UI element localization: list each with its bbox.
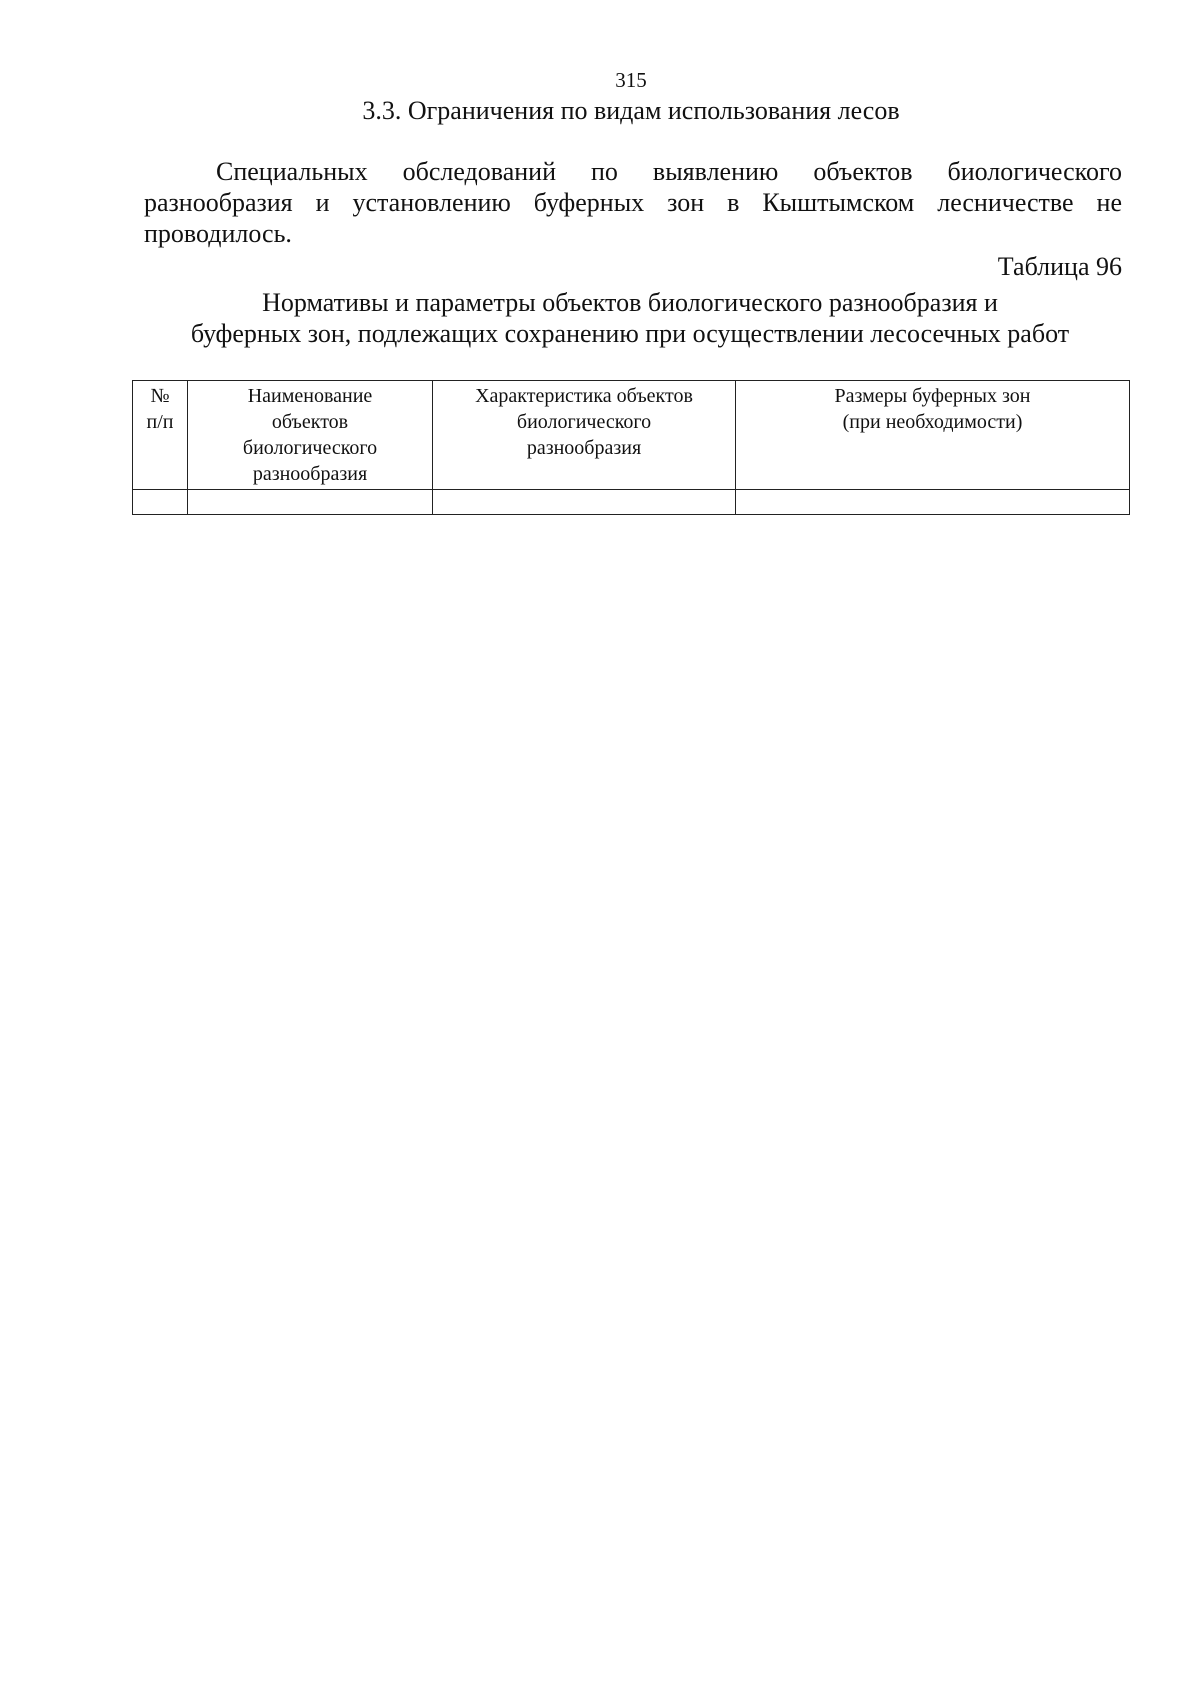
header-cell-characteristic bbox=[433, 381, 736, 490]
section-title: 3.3. Ограничения по видам использования лесов bbox=[362, 96, 900, 125]
table-cell bbox=[133, 490, 188, 515]
header-line: № bbox=[150, 385, 170, 407]
table-title-line: буферных зон, подлежащих сохранению при осуществлении лесосечных работ bbox=[190, 319, 1070, 348]
table-title bbox=[130, 287, 1130, 349]
header-line: разнообразия bbox=[526, 437, 642, 459]
header-cell-name bbox=[188, 381, 433, 490]
table-header-row bbox=[133, 381, 1130, 490]
header-line: п/п bbox=[146, 411, 174, 433]
header-line: биологического bbox=[516, 411, 652, 433]
header-line: разнообразия bbox=[252, 463, 368, 485]
table-cell bbox=[433, 490, 736, 515]
page-number: 315 bbox=[615, 68, 647, 92]
biodiversity-table bbox=[132, 380, 1130, 515]
header-line: биологического bbox=[242, 437, 378, 459]
header-line: Размеры буферных зон bbox=[834, 385, 1031, 407]
header-line: (при необходимости) bbox=[842, 411, 1023, 433]
table-cell bbox=[736, 490, 1130, 515]
header-line: Наименование bbox=[247, 385, 373, 407]
table-cell bbox=[188, 490, 433, 515]
header-cell-number bbox=[133, 381, 188, 490]
header-line: Характеристика объектов bbox=[475, 385, 693, 407]
table-row bbox=[133, 490, 1130, 515]
body-paragraph: Специальных обследований по выявлению объектов биологического разнообразия и установлению буферных зон в Кыштымском лесничестве не проводилось. bbox=[144, 157, 1122, 248]
table-label: Таблица 96 bbox=[997, 252, 1122, 281]
table-title-line: Нормативы и параметры объектов биологического разнообразия и bbox=[262, 288, 998, 317]
header-cell-buffer-size bbox=[736, 381, 1130, 490]
header-line: объектов bbox=[271, 411, 349, 433]
